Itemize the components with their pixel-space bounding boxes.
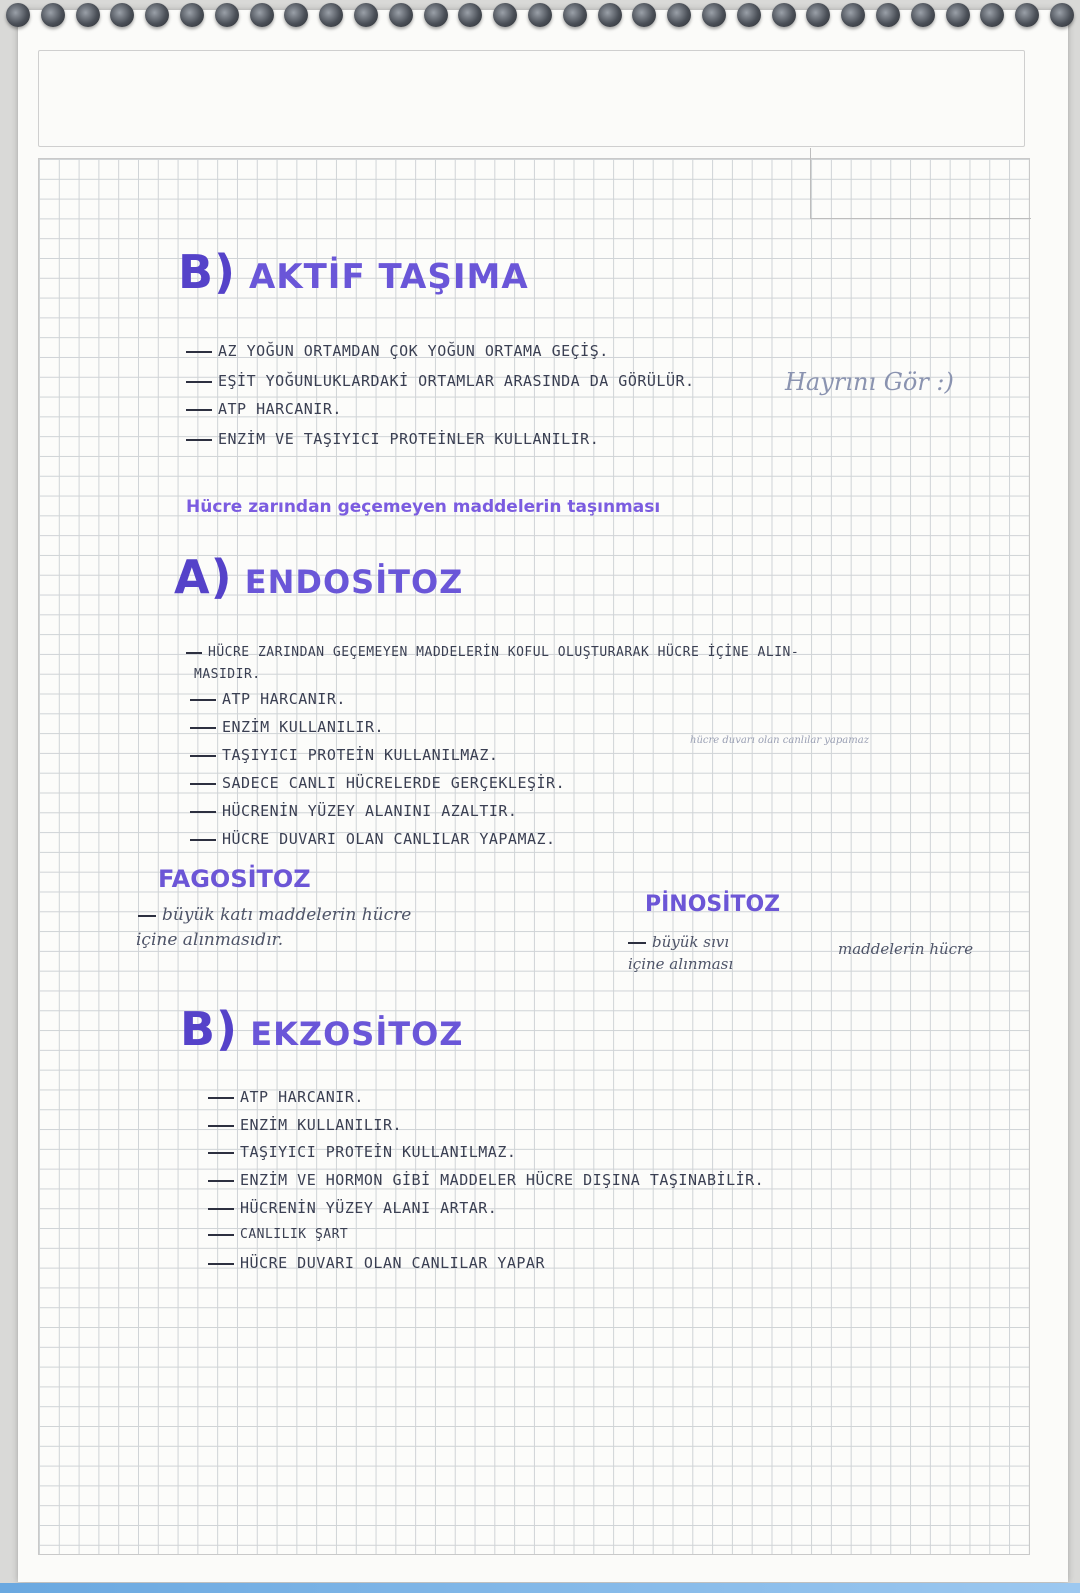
fagositoz-line-1: büyük katı maddelerin hücre: [138, 905, 411, 925]
spiral-ring: [841, 3, 865, 27]
endositoz-side-note: hücre duvarı olan canlılar yapamaz: [690, 735, 869, 746]
aktif-heading-letter: B): [178, 245, 237, 299]
spiral-ring: [389, 3, 413, 27]
spiral-ring: [911, 3, 935, 27]
spiral-ring: [319, 3, 343, 27]
ekzositoz-heading: [180, 1002, 463, 1056]
spiral-ring: [458, 3, 482, 27]
ekzositoz-line-3: TAŞIYICI PROTEİN KULLANILMAZ.: [208, 1143, 516, 1161]
endositoz-line-5: HÜCRENİN YÜZEY ALANINI AZALTIR.: [190, 802, 517, 820]
spiral-ring: [702, 3, 726, 27]
spiral-ring: [180, 3, 204, 27]
aktif-watermark: Hayrını Gör :): [785, 368, 954, 396]
ekzositoz-line-7: HÜCRE DUVARI OLAN CANLILAR YAPAR: [208, 1254, 545, 1272]
spiral-ring: [110, 3, 134, 27]
spiral-ring: [6, 3, 30, 27]
pinositoz-title: PİNOSİTOZ: [645, 892, 781, 917]
endositoz-line-1: ATP HARCANIR.: [190, 690, 346, 708]
ekzositoz-line-5: HÜCRENİN YÜZEY ALANI ARTAR.: [208, 1199, 497, 1217]
spiral-ring: [76, 3, 100, 27]
endositoz-line-6: HÜCRE DUVARI OLAN CANLILAR YAPAMAZ.: [190, 830, 556, 848]
spiral-ring: [946, 3, 970, 27]
spiral-ring: [250, 3, 274, 27]
spiral-ring: [598, 3, 622, 27]
spiral-ring: [980, 3, 1004, 27]
spiral-ring: [876, 3, 900, 27]
spiral-ring: [667, 3, 691, 27]
grid-corner-box: [810, 148, 1031, 219]
endositoz-intro-1: HÜCRE ZARINDAN GEÇEMEYEN MADDELERİN KOFUL OLUŞTURARAK HÜCRE İÇİNE ALIN-: [186, 645, 799, 660]
spiral-ring: [354, 3, 378, 27]
fagositoz-line-2: içine alınmasıdır.: [136, 930, 284, 950]
spiral-ring: [632, 3, 656, 27]
spiral-ring: [563, 3, 587, 27]
ekzositoz-line-4: ENZİM VE HORMON GİBİ MADDELER HÜCRE DIŞINA TAŞINABİLİR.: [208, 1171, 764, 1189]
ekzositoz-line-6: CANLILIK ŞART: [208, 1227, 348, 1242]
header-box: [38, 50, 1025, 147]
spiral-ring: [493, 3, 517, 27]
spiral-ring: [806, 3, 830, 27]
pinositoz-line-1b: maddelerin hücre: [838, 940, 974, 958]
spiral-ring: [145, 3, 169, 27]
spiral-ring: [284, 3, 308, 27]
spiral-ring: [215, 3, 239, 27]
aktif-line-3: ATP HARCANIR.: [186, 400, 342, 418]
spiral-ring: [528, 3, 552, 27]
fagositoz-title: FAGOSİTOZ: [158, 865, 311, 893]
endositoz-line-3: TAŞIYICI PROTEİN KULLANILMAZ.: [190, 746, 498, 764]
aktif-line-2: EŞİT YOĞUNLUKLARDAKİ ORTAMLAR ARASINDA DA GÖRÜLÜR.: [186, 372, 695, 390]
aktif-heading: [178, 245, 529, 299]
endositoz-line-2: ENZİM KULLANILIR.: [190, 718, 384, 736]
ekzositoz-line-1: ATP HARCANIR.: [208, 1088, 364, 1106]
spiral-ring: [737, 3, 761, 27]
spiral-ring: [772, 3, 796, 27]
endositoz-line-4: SADECE CANLI HÜCRELERDE GERÇEKLEŞİR.: [190, 774, 565, 792]
aktif-line-4: ENZİM VE TAŞIYICI PROTEİNLER KULLANILIR.: [186, 430, 599, 448]
endositoz-heading-letter: A): [174, 550, 233, 604]
ekzositoz-line-2: ENZİM KULLANILIR.: [208, 1116, 402, 1134]
aktif-line-1: AZ YOĞUN ORTAMDAN ÇOK YOĞUN ORTAMA GEÇİŞ.: [186, 342, 609, 360]
spiral-ring: [424, 3, 448, 27]
ekzositoz-heading-text: EKZOSİTOZ: [250, 1015, 464, 1053]
pinositoz-line-1a: büyük sıvı: [628, 933, 729, 951]
pinositoz-line-2: içine alınması: [628, 955, 734, 973]
spiral-ring: [1015, 3, 1039, 27]
aktif-heading-text: AKTİF TAŞIMA: [248, 257, 529, 297]
section-subtitle: Hücre zarından geçemeyen maddelerin taşınması: [186, 497, 661, 517]
spiral-ring: [1050, 3, 1074, 27]
endositoz-heading-text: ENDOSİTOZ: [244, 563, 464, 601]
spiral-binding: [0, 0, 1080, 30]
endositoz-intro-2: MASIDIR.: [194, 667, 261, 682]
spiral-ring: [41, 3, 65, 27]
ekzositoz-heading-letter: B): [180, 1002, 239, 1056]
endositoz-heading: [174, 550, 463, 604]
page-bottom-edge: [0, 1583, 1080, 1593]
